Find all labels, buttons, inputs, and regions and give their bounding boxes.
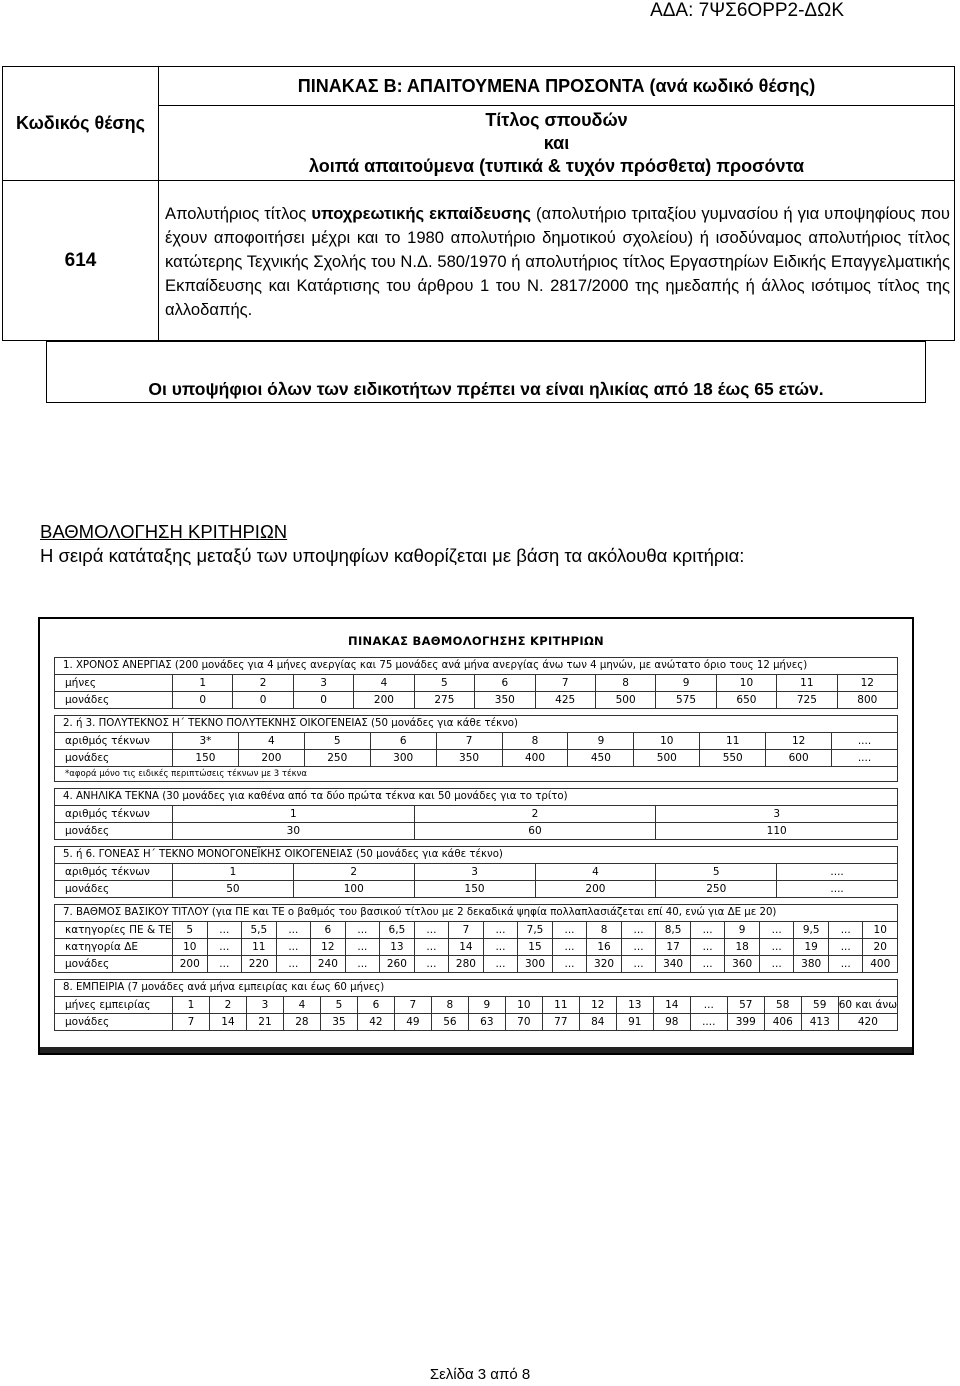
row-label: αριθμός τέκνων xyxy=(55,733,173,750)
table-cell: 49 xyxy=(395,1014,432,1031)
table-cell: 1 xyxy=(173,864,294,881)
section-note: *αφορά μόνο τις ειδικές περιπτώσεις τέκνων με 3 τέκνα xyxy=(54,767,898,782)
table-cell: ... xyxy=(277,922,312,939)
table-cell: 77 xyxy=(543,1014,580,1031)
table-cell: 28 xyxy=(284,1014,321,1031)
table-cell: 575 xyxy=(656,692,716,709)
table-cell: ... xyxy=(208,956,243,973)
table-cell: 30 xyxy=(173,823,415,840)
table-cell: 420 xyxy=(839,1014,898,1031)
table-cell: 0 xyxy=(233,692,293,709)
table-cell: 7 xyxy=(449,922,484,939)
scoring-table-title: ΠΙΝΑΚΑΣ ΒΑΘΜΟΛΟΓΗΣΗΣ ΚΡΙΤΗΡΙΩΝ xyxy=(348,634,604,648)
table-cell: 4 xyxy=(354,675,414,692)
table-cell: 275 xyxy=(415,692,475,709)
table-cell: ... xyxy=(346,922,381,939)
table-cell: 13 xyxy=(380,939,415,956)
row-label: αριθμός τέκνων xyxy=(55,806,173,823)
table-cell: 600 xyxy=(766,750,832,767)
table-cell: 260 xyxy=(380,956,415,973)
table-cell: 5 xyxy=(173,922,208,939)
table-cell: 6,5 xyxy=(380,922,415,939)
table-cell: ... xyxy=(553,922,588,939)
table-cell: 12 xyxy=(766,733,832,750)
row-label: μονάδες xyxy=(55,823,173,840)
criteria-heading: ΒΑΘΜΟΛΟΓΗΣΗ ΚΡΙΤΗΡΙΩΝ xyxy=(40,521,288,542)
table-cell: 50 xyxy=(173,881,294,898)
row-label: μήνες xyxy=(55,675,173,692)
table-cell: 100 xyxy=(294,881,415,898)
table-cell: 8 xyxy=(503,733,569,750)
table-cell: 9,5 xyxy=(794,922,829,939)
column-header-line3: λοιπά απαιτούμενα (τυπικά & τυχόν πρόσθετα) προσόντα xyxy=(308,155,805,176)
table-cell: 12 xyxy=(838,675,898,692)
position-code: 614 xyxy=(3,181,159,341)
table-cell: ... xyxy=(829,939,864,956)
table-cell: 7,5 xyxy=(518,922,553,939)
table-cell: 500 xyxy=(596,692,656,709)
table-cell: 110 xyxy=(656,823,898,840)
table-cell: ... xyxy=(760,922,795,939)
table-cell: 20 xyxy=(863,939,898,956)
row-label: μονάδες xyxy=(55,1014,173,1031)
table-cell: 15 xyxy=(518,939,553,956)
scoring-section-heading: 8. ΕΜΠΕΙΡΙΑ (7 μονάδες ανά μήνα εμπειρίας και έως 60 μήνες) xyxy=(54,979,898,996)
table-cell: 11 xyxy=(543,997,580,1014)
criteria-intro: Η σειρά κατάταξης μεταξύ των υποψηφίων καθορίζεται με βάση τα ακόλουθα κριτήρια: xyxy=(40,545,745,566)
table-cell: 200 xyxy=(239,750,305,767)
table-cell: 5 xyxy=(305,733,371,750)
age-notice: Οι υποψήφιοι όλων των ειδικοτήτων πρέπει να είναι ηλικίας από 18 έως 65 ετών. xyxy=(148,379,824,399)
table-cell: 340 xyxy=(656,956,691,973)
table-cell: 8 xyxy=(587,922,622,939)
table-cell: 70 xyxy=(506,1014,543,1031)
table-cell: ... xyxy=(622,922,657,939)
table-cell: 4 xyxy=(536,864,657,881)
table-cell: 8 xyxy=(432,997,469,1014)
table-cell: ... xyxy=(277,939,312,956)
table-cell: 9 xyxy=(568,733,634,750)
table-cell: 1 xyxy=(173,675,233,692)
ada-code: ΑΔΑ: 7ΨΣ6ΟΡΡ2-ΔΩΚ xyxy=(650,0,844,21)
table-cell: 8 xyxy=(596,675,656,692)
table-cell: 9 xyxy=(656,675,716,692)
table-cell: 6 xyxy=(311,922,346,939)
scoring-grid xyxy=(54,732,898,767)
table-cell: ... xyxy=(691,922,726,939)
req-text-part1: Απολυτήριος τίτλος xyxy=(165,203,312,223)
table-cell: 400 xyxy=(863,956,898,973)
scoring-grid xyxy=(54,996,898,1031)
table-cell: 16 xyxy=(587,939,622,956)
table-cell: 200 xyxy=(536,881,657,898)
table-cell: ... xyxy=(760,939,795,956)
table-cell: 9 xyxy=(725,922,760,939)
table-cell: 3 xyxy=(415,864,536,881)
table-cell: 6 xyxy=(358,997,395,1014)
table-cell: ... xyxy=(415,956,450,973)
table-cell: 220 xyxy=(242,956,277,973)
table-cell: ... xyxy=(622,956,657,973)
table-cell: 14 xyxy=(210,1014,247,1031)
table-cell: 320 xyxy=(587,956,622,973)
scoring-grid xyxy=(54,863,898,898)
table-cell: 3* xyxy=(173,733,239,750)
table-cell: 3 xyxy=(247,997,284,1014)
table-cell: 350 xyxy=(475,692,535,709)
code-header: Κωδικός θέσης xyxy=(3,67,159,181)
table-cell: 200 xyxy=(173,956,208,973)
row-label: μονάδες xyxy=(55,881,173,898)
table-cell: 7 xyxy=(437,733,503,750)
table-cell: 14 xyxy=(654,997,691,1014)
scoring-section xyxy=(54,715,898,782)
table-cell: .... xyxy=(691,1014,728,1031)
table-cell: 406 xyxy=(765,1014,802,1031)
row-label: κατηγορίες ΠΕ & ΤΕ xyxy=(55,922,173,939)
table-cell: 14 xyxy=(449,939,484,956)
table-cell: 2 xyxy=(294,864,415,881)
table-cell: .... xyxy=(777,864,898,881)
table-cell: 450 xyxy=(568,750,634,767)
table-cell: 58 xyxy=(765,997,802,1014)
table-cell: 63 xyxy=(469,1014,506,1031)
table-cell: 91 xyxy=(617,1014,654,1031)
table-title: ΠΙΝΑΚΑΣ Β: ΑΠΑΙΤΟΥΜΕΝΑ ΠΡΟΣΟΝΤΑ (ανά κωδικό θέσης) xyxy=(159,67,955,106)
table-cell: ... xyxy=(691,997,728,1014)
table-cell: ... xyxy=(415,922,450,939)
table-cell: 280 xyxy=(449,956,484,973)
table-cell: 10 xyxy=(634,733,700,750)
scoring-sections xyxy=(40,657,912,1031)
table-cell: ... xyxy=(346,956,381,973)
table-cell: 10 xyxy=(173,939,208,956)
table-cell: ... xyxy=(484,939,519,956)
table-cell: 11 xyxy=(777,675,837,692)
row-label: μονάδες xyxy=(55,692,173,709)
table-cell: 5 xyxy=(656,864,777,881)
scoring-grid xyxy=(54,674,898,709)
table-cell: ... xyxy=(484,956,519,973)
table-cell: 21 xyxy=(247,1014,284,1031)
scoring-grid xyxy=(54,921,898,973)
table-cell: 0 xyxy=(173,692,233,709)
table-cell: 10 xyxy=(717,675,777,692)
table-cell: 2 xyxy=(233,675,293,692)
table-cell: 5 xyxy=(321,997,358,1014)
table-cell: 60 xyxy=(415,823,657,840)
table-cell: 12 xyxy=(311,939,346,956)
scoring-section xyxy=(54,846,898,898)
column-header-line1: Τίτλος σπουδών xyxy=(485,109,628,130)
table-cell: ... xyxy=(208,922,243,939)
table-cell: 400 xyxy=(503,750,569,767)
table-cell: 4 xyxy=(284,997,321,1014)
table-cell: 300 xyxy=(371,750,437,767)
table-cell: 5,5 xyxy=(242,922,277,939)
req-text-part2: (απολυτήριο τριταξίου γυμνασίου ή για υποψηφίους που έχουν αποφοιτήσει μέχρι και το 1980 απολυτήριο δημοτικού σχολείου) ή ισοδύναμος απολυτήριος τίτλος κατώτερης Τεχνικής Σχολής του Ν.Δ. 580/1970 ή απολυτήριος τίτλος Εργαστηρίων Ειδικής Επαγγελματικής Εκπαίδευσης και Κατάρτισης του άρθρου 1 του Ν. 2817/2000 της ημεδαπής ή άλλος ισότιμος τίτλος της αλλοδαπής. xyxy=(165,203,950,319)
table-cell: 13 xyxy=(617,997,654,1014)
table-cell: 17 xyxy=(656,939,691,956)
table-cell: 60 και άνω xyxy=(839,997,898,1014)
requirements-text xyxy=(159,181,955,341)
table-cell: 240 xyxy=(311,956,346,973)
scoring-section-heading: 7. ΒΑΘΜΟΣ ΒΑΣΙΚΟΥ ΤΙΤΛΟΥ (για ΠΕ και ΤΕ ο βαθμός του βασικού τίτλου με 2 δεκαδικά ψηφία πολλαπλασιάζεται επί 40, ενώ για ΔΕ με 20) xyxy=(54,904,898,921)
table-cell: .... xyxy=(832,750,898,767)
table-cell: 4 xyxy=(239,733,305,750)
row-label: αριθμός τέκνων xyxy=(55,864,173,881)
requirements-table xyxy=(2,66,955,341)
row-label: μονάδες xyxy=(55,750,173,767)
scoring-section-heading: 5. ή 6. ΓΟΝΕΑΣ Η΄ ΤΕΚΝΟ ΜΟΝΟΓΟΝΕΪΚΗΣ ΟΙΚΟΓΕΝΕΙΑΣ (50 μονάδες για κάθε τέκνο) xyxy=(54,846,898,863)
row-label: μονάδες xyxy=(55,956,173,973)
table-cell: 11 xyxy=(242,939,277,956)
table-cell: 250 xyxy=(656,881,777,898)
scoring-section-heading: 2. ή 3. ΠΟΛΥΤΕΚΝΟΣ Η΄ ΤΕΚΝΟ ΠΟΛΥΤΕΚΝΗΣ ΟΙΚΟΓΕΝΕΙΑΣ (50 μονάδες για κάθε τέκνο) xyxy=(54,715,898,732)
table-cell: 59 xyxy=(802,997,839,1014)
table-cell: 2 xyxy=(415,806,657,823)
age-notice-box xyxy=(46,341,926,403)
table-cell: 250 xyxy=(305,750,371,767)
scoring-section xyxy=(54,904,898,973)
table-cell: ... xyxy=(553,956,588,973)
scoring-section-heading: 4. ΑΝΗΛΙΚΑ ΤΕΚΝΑ (30 μονάδες για καθένα από τα δύο πρώτα τέκνα και 50 μονάδες για το τρίτο) xyxy=(54,788,898,805)
table-cell: 19 xyxy=(794,939,829,956)
scoring-section-heading: 1. ΧΡΟΝΟΣ ΑΝΕΡΓΙΑΣ (200 μονάδες για 4 μήνες ανεργίας και 75 μονάδες ανά μήνα ανεργίας άνω των 4 μηνών, με ανώτατο όριο τους 12 μήνες) xyxy=(54,657,898,674)
table-cell: ... xyxy=(691,939,726,956)
table-cell: 3 xyxy=(294,675,354,692)
table-cell: 0 xyxy=(294,692,354,709)
scoring-section xyxy=(54,979,898,1031)
scoring-grid xyxy=(54,805,898,840)
scoring-section xyxy=(54,788,898,840)
table-cell: ... xyxy=(277,956,312,973)
table-cell: ... xyxy=(415,939,450,956)
column-header xyxy=(159,106,955,181)
table-cell: 150 xyxy=(173,750,239,767)
table-cell: 10 xyxy=(863,922,898,939)
table-cell: 399 xyxy=(728,1014,765,1031)
table-cell: 1 xyxy=(173,997,210,1014)
table-cell: 7 xyxy=(536,675,596,692)
table-cell: 300 xyxy=(518,956,553,973)
table-cell: 10 xyxy=(506,997,543,1014)
table-cell: ... xyxy=(622,939,657,956)
table-cell: 6 xyxy=(475,675,535,692)
table-cell: ... xyxy=(484,922,519,939)
table-cell: ... xyxy=(829,956,864,973)
table-cell: 18 xyxy=(725,939,760,956)
table-cell: 3 xyxy=(656,806,898,823)
table-cell: ... xyxy=(553,939,588,956)
table-cell: 360 xyxy=(725,956,760,973)
table-cell: 57 xyxy=(728,997,765,1014)
table-cell: .... xyxy=(832,733,898,750)
table-cell: 150 xyxy=(415,881,536,898)
row-label: κατηγορία ΔΕ xyxy=(55,939,173,956)
table-cell: 725 xyxy=(777,692,837,709)
table-cell: 550 xyxy=(700,750,766,767)
table-cell: 800 xyxy=(838,692,898,709)
table-cell: 7 xyxy=(395,997,432,1014)
scoring-section xyxy=(54,657,898,709)
table-cell: ... xyxy=(760,956,795,973)
table-cell: 500 xyxy=(634,750,700,767)
table-cell: 12 xyxy=(580,997,617,1014)
table-cell: 11 xyxy=(700,733,766,750)
page-footer: Σελίδα 3 από 8 xyxy=(429,1366,531,1383)
table-cell: 84 xyxy=(580,1014,617,1031)
table-cell: 6 xyxy=(371,733,437,750)
table-cell: 5 xyxy=(415,675,475,692)
table-cell: 425 xyxy=(536,692,596,709)
table-cell: 98 xyxy=(654,1014,691,1031)
table-cell: 9 xyxy=(469,997,506,1014)
table-cell: 7 xyxy=(173,1014,210,1031)
table-cell: ... xyxy=(691,956,726,973)
req-text-bold: υποχρεωτικής εκπαίδευσης xyxy=(311,203,531,223)
table-cell: ... xyxy=(829,922,864,939)
table-cell: 35 xyxy=(321,1014,358,1031)
row-label: μήνες εμπειρίας xyxy=(55,997,173,1014)
table-cell: 1 xyxy=(173,806,415,823)
table-cell: 200 xyxy=(354,692,414,709)
table-cell: 650 xyxy=(717,692,777,709)
scoring-table xyxy=(38,617,914,1055)
table-cell: 350 xyxy=(437,750,503,767)
table-cell: 56 xyxy=(432,1014,469,1031)
column-header-line2: και xyxy=(543,132,570,153)
table-cell: 2 xyxy=(210,997,247,1014)
table-cell: 42 xyxy=(358,1014,395,1031)
table-cell: 380 xyxy=(794,956,829,973)
table-cell: .... xyxy=(777,881,898,898)
table-cell: ... xyxy=(208,939,243,956)
table-cell: 8,5 xyxy=(656,922,691,939)
table-cell: 413 xyxy=(802,1014,839,1031)
table-cell: ... xyxy=(346,939,381,956)
